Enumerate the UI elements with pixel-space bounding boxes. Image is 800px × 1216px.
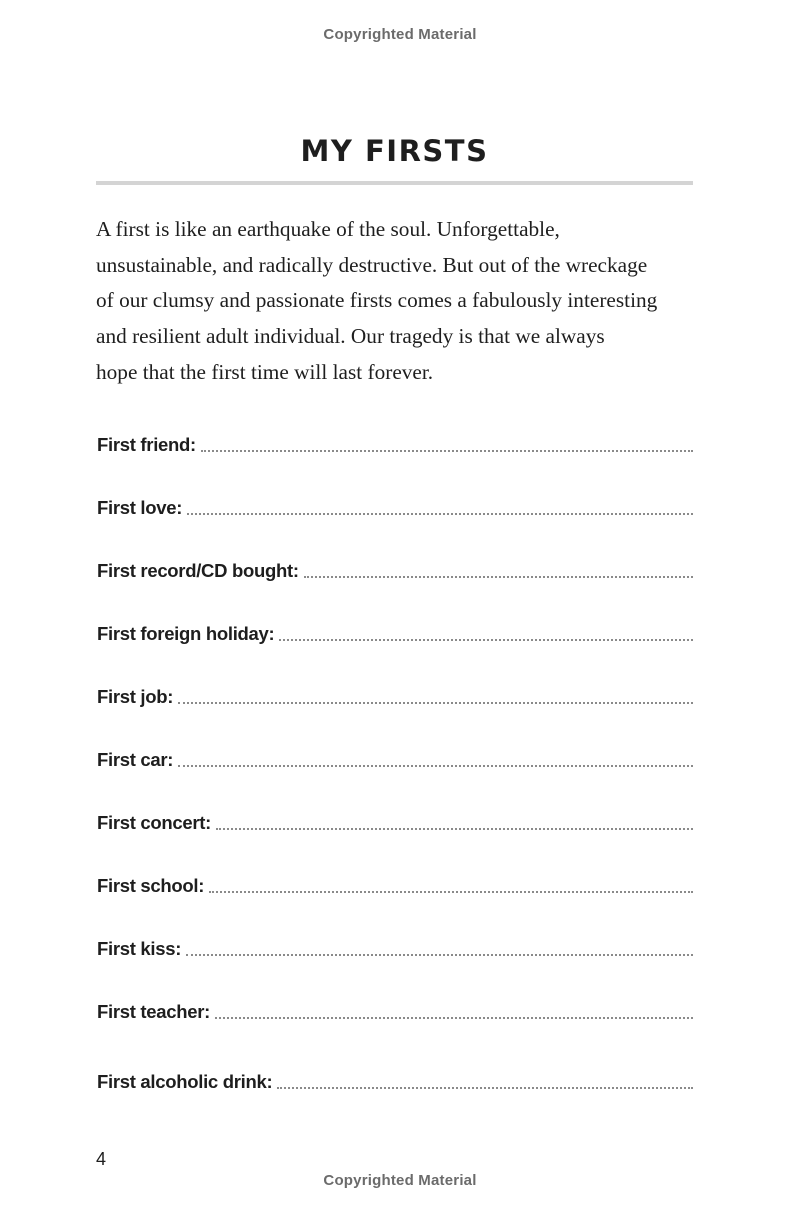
field-first-concert xyxy=(97,808,693,834)
field-label: First job: xyxy=(97,686,174,707)
fill-in-line[interactable] xyxy=(178,702,693,704)
field-first-love xyxy=(97,493,693,519)
field-label: First teacher: xyxy=(97,1001,211,1022)
field-label: First love: xyxy=(97,497,183,518)
field-first-teacher xyxy=(97,997,693,1023)
intro-line: unsustainable, and radically destructive. But out of the wreckage xyxy=(96,252,648,277)
field-label: First car: xyxy=(97,749,174,770)
intro-line: of our clumsy and passionate firsts comes a fabulously interesting xyxy=(96,288,658,313)
field-first-alcoholic-drink xyxy=(97,1067,693,1093)
fill-in-line[interactable] xyxy=(178,765,693,767)
field-label: First alcoholic drink: xyxy=(97,1071,273,1092)
field-first-car xyxy=(97,745,693,771)
field-label: First kiss: xyxy=(97,938,182,959)
field-label: First record/CD bought: xyxy=(97,560,299,581)
intro-line: and resilient adult individual. Our tragedy is that we always xyxy=(96,324,605,349)
fill-in-line[interactable] xyxy=(216,828,693,830)
field-label: First concert: xyxy=(97,812,212,833)
field-first-record xyxy=(97,556,693,582)
fill-in-line[interactable] xyxy=(201,450,693,452)
field-first-foreign-holiday xyxy=(97,619,693,645)
title-underline xyxy=(96,181,693,185)
fill-in-line[interactable] xyxy=(209,891,693,893)
fill-in-line[interactable] xyxy=(187,513,693,515)
intro-line: hope that the first time will last forever. xyxy=(96,359,434,384)
field-first-job xyxy=(97,682,693,708)
copyright-watermark-bottom: Copyrighted Material xyxy=(323,1172,477,1189)
field-first-school xyxy=(97,871,693,897)
fill-in-line[interactable] xyxy=(215,1017,693,1019)
page-title: MY FIRSTS xyxy=(300,134,489,168)
copyright-watermark-top: Copyrighted Material xyxy=(323,26,477,43)
field-first-kiss xyxy=(97,934,693,960)
page-number: 4 xyxy=(96,1149,107,1169)
fill-in-line[interactable] xyxy=(279,639,693,641)
field-label: First foreign holiday: xyxy=(97,623,275,644)
fill-in-line[interactable] xyxy=(304,576,693,578)
intro-paragraph xyxy=(96,212,696,391)
field-label: First friend: xyxy=(97,434,196,455)
fill-in-line[interactable] xyxy=(186,954,693,956)
intro-line: A first is like an earthquake of the soul. Unforgettable, xyxy=(96,217,560,241)
field-first-friend xyxy=(97,430,693,456)
field-label: First school: xyxy=(97,875,205,896)
fill-in-line[interactable] xyxy=(277,1087,693,1089)
